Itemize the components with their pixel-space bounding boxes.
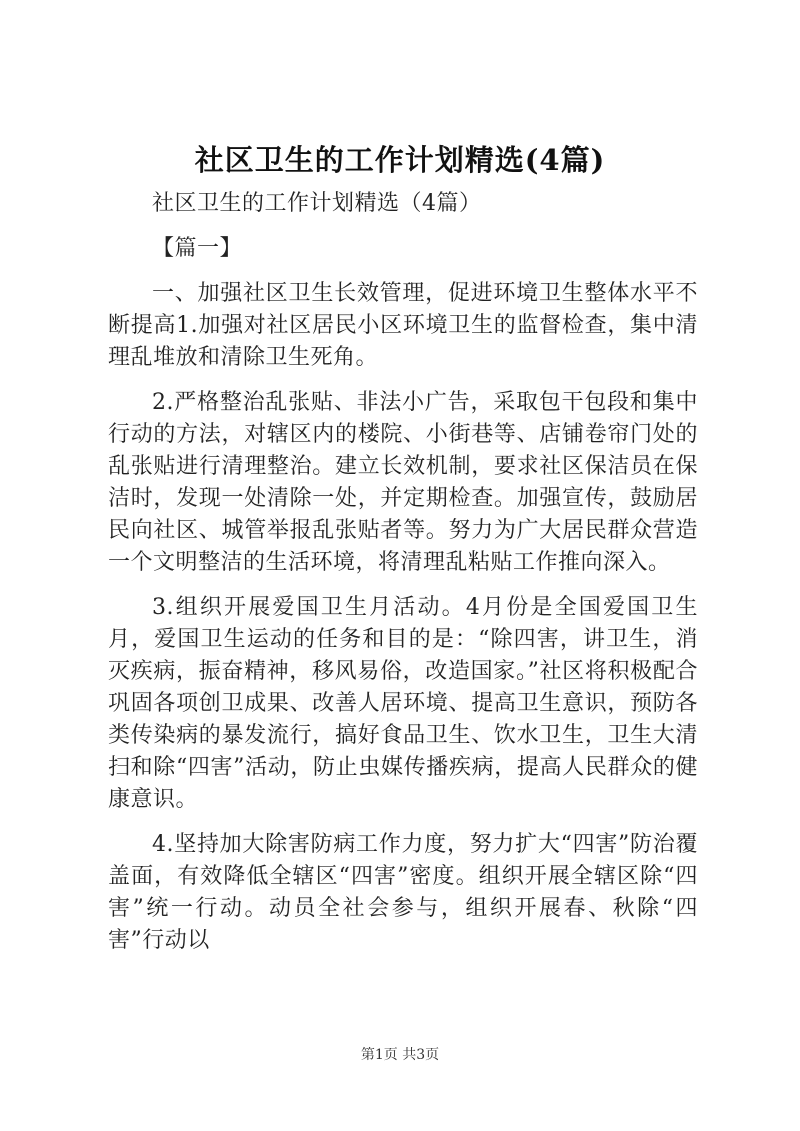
- body-paragraph: 2.严格整治乱张贴、非法小广告，采取包干包段和集中行动的方法，对辖区内的楼院、小街巷等、店铺卷帘门处的乱张贴进行清理整治。建立长效机制，要求社区保洁员在保洁时，发现一处清除一处，并定期检查。加强宣传，鼓励居民向社区、城管举报乱张贴者等。努力为广大居民群众营造一个文明整洁的生活环境，将清理乱粘贴工作推向深入。: [108, 390, 698, 575]
- body-paragraph: 3.组织开展爱国卫生月活动。4月份是全国爱国卫生月，爱国卫生运动的任务和目的是：“除四害，讲卫生，消灭疾病，振奋精神，移风易俗，改造国家。”社区将积极配合巩固各项创卫成果、改善人居环境、提高卫生意识，预防各类传染病的暴发流行，搞好食品卫生、饮水卫生，卫生大清扫和除“四害”活动，防止虫媒传播疾病，提高人民群众的健康意识。: [108, 595, 698, 812]
- section-heading: 【篇一】: [152, 236, 243, 261]
- document-title: 社区卫生的工作计划精选(4篇): [194, 143, 606, 177]
- document-body: [108, 188, 698, 970]
- page-number-footer: 第1页 共3页: [360, 1047, 440, 1063]
- subtitle-paragraph: 社区卫生的工作计划精选（4篇）: [152, 191, 482, 216]
- body-paragraph: 一、加强社区卫生长效管理，促进环境卫生整体水平不断提高1.加强对社区居民小区环境卫生的监督检查，集中清理乱堆放和清除卫生死角。: [108, 281, 698, 370]
- body-paragraph: 4.坚持加大除害防病工作力度，努力扩大“四害”防治覆盖面，有效降低全辖区“四害”密度。组织开展全辖区除“四害”统一行动。动员全社会参与，组织开展春、秋除“四害”行动以: [108, 832, 698, 953]
